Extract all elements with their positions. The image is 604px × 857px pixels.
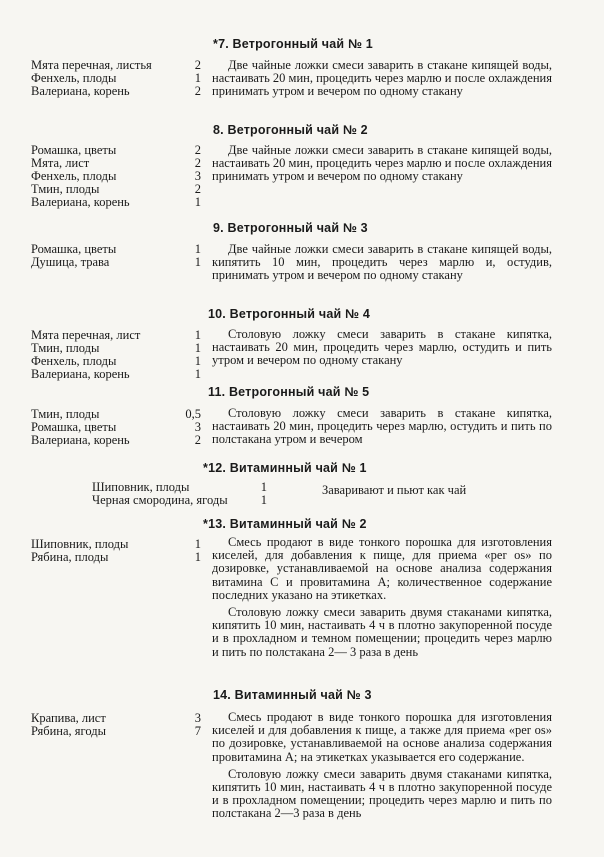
ingredient-qty: 1 (194, 71, 201, 85)
ingredient-name: Валериана, корень (31, 367, 130, 381)
ingredient-qty: 1 (194, 550, 201, 564)
ingredient-list (31, 144, 201, 209)
recipe-title: 11. Ветрогонный чай № 5 (208, 385, 370, 399)
recipe-title: *13. Витаминный чай № 2 (203, 517, 367, 531)
ingredient-list (31, 712, 201, 738)
ingredient-list (31, 329, 201, 381)
ingredient-qty: 1 (194, 255, 201, 269)
recipe-text: Две чайные ложки смеси заварить в стакане кипящей воды, кипятить 10 мин, процедить через марлю и, остудив, принимать утром и вечером по одному стакану (212, 242, 552, 283)
ingredient-list (31, 59, 201, 98)
ingredient-name: Мята, лист (31, 156, 90, 170)
ingredient-qty: 2 (194, 156, 201, 170)
ingredient-qty: 1 (194, 328, 201, 342)
ingredient-row (31, 196, 201, 209)
ingredient-name: Рябина, плоды (31, 550, 109, 564)
ingredient-qty: 2 (194, 58, 201, 72)
ingredient-name: Ромашка, цветы (31, 242, 117, 256)
ingredient-qty: 1 (194, 354, 201, 368)
ingredient-row (31, 551, 201, 564)
ingredient-list (92, 481, 267, 507)
recipe-instructions (212, 711, 552, 821)
recipe-text-2: Столовую ложку смеси заварить двумя стаканами кипятка, кипятить 10 мин, настаивать 4 ч в плотно закупоренной посуде и в прохладном и темном помещении; процедить через марлю и пить по полстакана 2— 3 раза в день (212, 605, 552, 659)
ingredient-name: Крапива, лист (31, 711, 106, 725)
ingredient-name: Тмин, плоды (31, 407, 100, 421)
ingredient-qty: 1 (194, 367, 201, 381)
ingredient-qty: 3 (194, 711, 201, 725)
ingredient-name: Фенхель, плоды (31, 71, 117, 85)
ingredient-name: Фенхель, плоды (31, 169, 117, 183)
ingredient-qty: 1 (194, 341, 201, 355)
ingredient-name: Мята перечная, лист (31, 328, 141, 342)
ingredient-row (31, 256, 201, 269)
recipe-title: 14. Витаминный чай № 3 (213, 688, 372, 702)
ingredient-qty: 2 (194, 182, 201, 196)
ingredient-row (31, 368, 201, 381)
ingredient-name: Ромашка, цветы (31, 143, 117, 157)
recipe-title: 8. Ветрогонный чай № 2 (213, 123, 368, 137)
ingredient-row (31, 434, 201, 447)
recipe-text: Столовую ложку смеси заварить в стакане кипятка, настаивать 20 мин, процедить через марлю, остудить и пить по полстакана утром и вечером (212, 406, 552, 447)
recipe-title: *12. Витаминный чай № 1 (203, 461, 367, 475)
recipe-instructions (212, 536, 552, 659)
recipe-text: Смесь продают в виде тонкого порошка для изготовления киселей и для добавления к пище, а также для приема «per os» по дозировке, устанавливаемой на основе анализа содержания провитамина А; на этикетках указывается его содержание. (212, 710, 552, 764)
recipe-text: Две чайные ложки смеси заварить в стакане кипящей воды, настаивать 20 мин, процедить через марлю и после охлаждения принимать утром и вечером по одному стакану (212, 143, 552, 184)
ingredient-qty: 2 (194, 433, 201, 447)
ingredient-name: Душица, трава (31, 255, 110, 269)
ingredient-list (31, 538, 201, 564)
ingredient-qty: 2 (194, 143, 201, 157)
ingredient-qty: 3 (194, 420, 201, 434)
ingredient-name: Фенхель, плоды (31, 354, 117, 368)
ingredient-row (92, 494, 267, 507)
ingredient-qty: 1 (194, 195, 201, 209)
ingredient-name: Валериана, корень (31, 195, 130, 209)
recipe-instructions (212, 144, 552, 184)
ingredient-name: Шиповник, плоды (31, 537, 129, 551)
recipe-text-2: Столовую ложку смеси заварить двумя стаканами кипятка, кипятить 10 мин, настаивать 4 ч в плотно закупоренной посуде и в прохладном помещении; процедить через марлю и пить по полстакана 2—3 раза в день (212, 766, 552, 821)
recipe-title: 9. Ветрогонный чай № 3 (213, 221, 368, 235)
ingredient-name: Тмин, плоды (31, 182, 100, 196)
ingredient-row (31, 725, 201, 738)
ingredient-list (31, 408, 201, 447)
ingredient-name: Ромашка, цветы (31, 420, 117, 434)
recipe-text: Заваривают и пьют как чай (322, 483, 467, 497)
ingredient-qty: 2 (194, 84, 201, 98)
ingredient-name: Мята перечная, листья (31, 58, 152, 72)
ingredient-qty: 3 (194, 169, 201, 183)
ingredient-qty: 1 (260, 480, 267, 494)
recipe-instructions (212, 407, 552, 447)
recipe-instructions (212, 243, 552, 283)
ingredient-qty: 0,5 (185, 407, 201, 421)
ingredient-qty: 1 (260, 493, 267, 507)
recipe-title: *7. Ветрогонный чай № 1 (213, 37, 373, 51)
ingredient-qty: 1 (194, 242, 201, 256)
ingredient-name: Тмин, плоды (31, 341, 100, 355)
ingredient-qty: 1 (194, 537, 201, 551)
recipe-instructions (212, 59, 552, 99)
recipe-instructions (212, 328, 552, 368)
recipe-text: Смесь продают в виде тонкого порошка для изготовления киселей, для добавления к пище, для приема «per os» по дозировке, устанавливаемой на основе анализа содержания витамина С и провитамина А; количественное содержание последних указано на этикетках. (212, 535, 552, 602)
ingredient-name: Черная смородина, ягоды (92, 493, 228, 507)
ingredient-name: Рябина, ягоды (31, 724, 106, 738)
ingredient-row (31, 85, 201, 98)
recipe-title: 10. Ветрогонный чай № 4 (208, 307, 370, 321)
ingredient-name: Валериана, корень (31, 84, 130, 98)
ingredient-qty: 7 (194, 724, 201, 738)
recipe-text: Столовую ложку смеси заварить в стакане кипятка, настаивать 20 мин, процедить через марлю, остудить и пить утром и вечером по одному стакану (212, 327, 552, 368)
ingredient-list (31, 243, 201, 269)
ingredient-name: Валериана, корень (31, 433, 130, 447)
ingredient-name: Шиповник, плоды (92, 480, 190, 494)
recipe-text: Две чайные ложки смеси заварить в стакане кипящей воды, настаивать 20 мин, процедить через марлю и после охлаждения принимать утром и вечером по одному стакану (212, 58, 552, 99)
